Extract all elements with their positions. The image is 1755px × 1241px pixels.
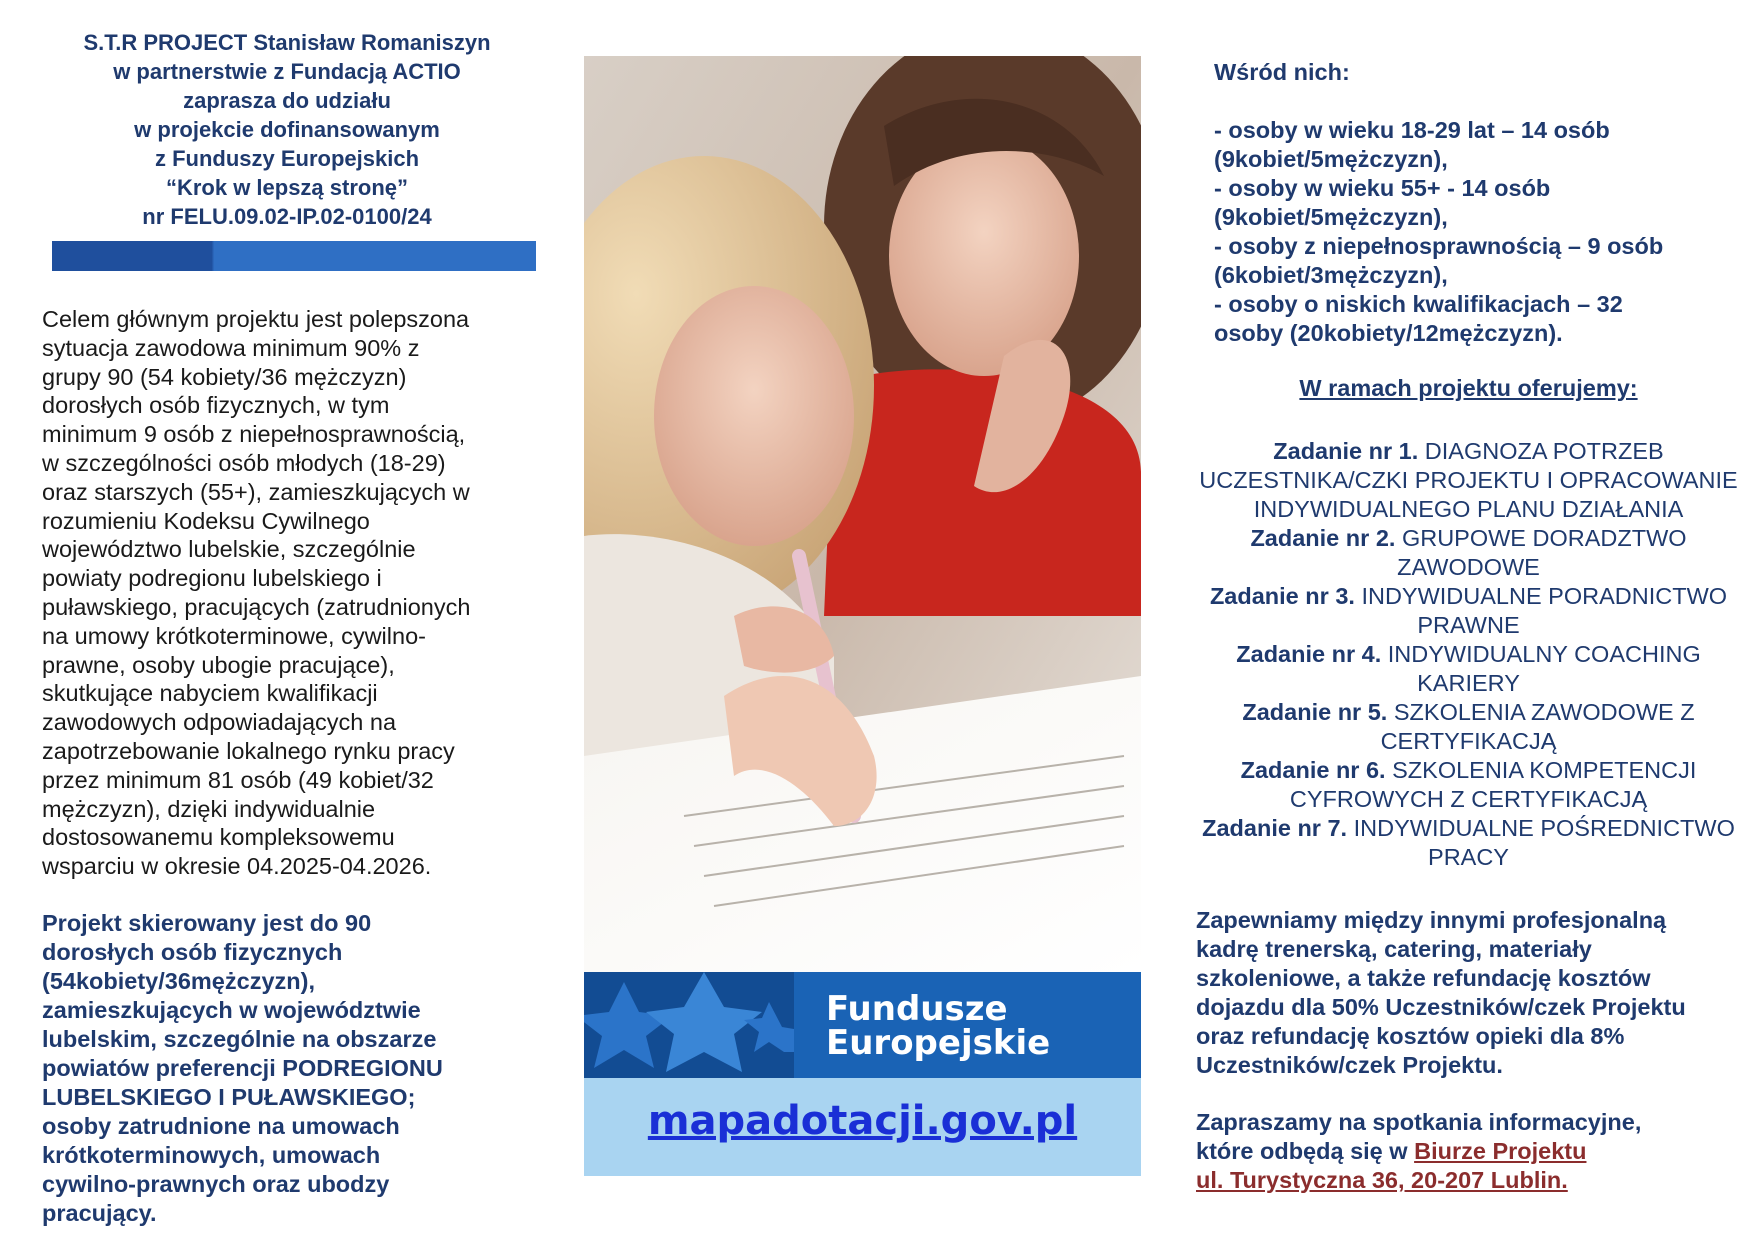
task-item bbox=[1196, 640, 1741, 698]
eu-funds-logo-text bbox=[826, 989, 1051, 1063]
header-divider-bar bbox=[52, 241, 536, 271]
task-description: DIAGNOZA POTRZEB UCZESTNIKA/CZKI PROJEKTU I OPRACOWANIE INDYWIDUALNEGO PLANU DZIAŁANIA bbox=[1199, 438, 1738, 522]
task-item bbox=[1196, 756, 1741, 814]
eu-funds-logo-band bbox=[584, 972, 1141, 1078]
header-line: nr FELU.09.02-IP.02-0100/24 bbox=[142, 204, 432, 229]
project-header bbox=[42, 28, 532, 231]
header-line: z Funduszy Europejskich bbox=[154, 146, 420, 171]
header-line: w partnerstwie z Fundacją ACTIO bbox=[113, 59, 461, 84]
project-goal-text: Celem głównym projektu jest polepszona sytuacja zawodowa minimum 90% z grupy 90 (54 kobiety/36 mężczyzn) dorosłych osób fizycznych, w tym minimum 9 osób z niepełnosprawnością, w szczególności osób młodych (18-29) oraz starszych (55+), zamieszkujących w rozumieniu Kodeksu Cywilnego województwo lubelskie, szczególnie powiaty podregionu lubelskiego i puławskiego, pracujących (zatrudnionych na umowy krótkoterminowe, cywilno- prawne, osoby ubogie pracujące), skutkujące nabyciem kwalifikacji zawodowych odpowiadających na zapotrzebowanie lokalnego rynku pracy przez minimum 81 osób (49 kobiet/32 mężczyzn), dzięki indywidualnie dostosowanemu kompleksowemu wsparciu w okresie 04.2025-04.2026. bbox=[42, 306, 471, 880]
task-description: INDYWIDUALNE POŚREDNICTWO PRACY bbox=[1353, 815, 1735, 870]
task-item bbox=[1196, 437, 1741, 524]
task-number: Zadanie nr 5. bbox=[1242, 699, 1388, 725]
task-description: SZKOLENIA KOMPETENCJI CYFROWYCH Z CERTYFIKACJĄ bbox=[1289, 757, 1697, 812]
task-item bbox=[1196, 582, 1741, 640]
task-list bbox=[1196, 437, 1741, 872]
task-number: Zadanie nr 1. bbox=[1273, 438, 1419, 464]
office-address-link[interactable]: ul. Turystyczna 36, 20-207 Lublin. bbox=[1196, 1167, 1568, 1193]
provide-text: Zapewniamy między innymi profesjonalną kadrę trenerską, catering, materiały szkoleniowe, a także refundację kosztów dojazdu dla 50% Uczestników/czek Projektu oraz refundację kosztów opieki dla 8% Uczestników/czek Projektu. bbox=[1196, 907, 1686, 1078]
among-heading: Wśród nich: bbox=[1214, 59, 1350, 85]
among-list: - osoby w wieku 18-29 lat – 14 osób (9kobiet/5mężczyzn), - osoby w wieku 55+ - 14 osób (9kobiet/5mężczyzn), - osoby z niepełnosprawnością – 9 osób (6kobiet/3mężczyzn), - osoby o niskich kwalifikacjach – 32 osoby (20kobiety/12mężczyzn). bbox=[1214, 117, 1664, 346]
header-line: w projekcie dofinansowanym bbox=[134, 117, 440, 142]
office-name-link[interactable]: Biurze Projektu bbox=[1414, 1138, 1587, 1164]
logo-line: Europejskie bbox=[826, 1023, 1051, 1063]
mapadotacji-link[interactable]: mapadotacji.gov.pl bbox=[647, 1098, 1078, 1144]
task-number: Zadanie nr 4. bbox=[1236, 641, 1382, 667]
center-column bbox=[584, 56, 1141, 1176]
invite-line bbox=[1196, 1137, 1741, 1166]
invite-line: Zapraszamy na spotkania informacyjne, bbox=[1196, 1109, 1642, 1135]
task-description: INDYWIDUALNE PORADNICTWO PRAWNE bbox=[1361, 583, 1728, 638]
logo-line: Fundusze bbox=[826, 989, 1008, 1029]
header-line: “Krok w lepszą stronę” bbox=[165, 175, 409, 200]
left-column bbox=[42, 28, 542, 1228]
task-item bbox=[1196, 698, 1741, 756]
photo-two-women-studying bbox=[584, 56, 1141, 972]
target-group-text: Projekt skierowany jest do 90 dorosłych osób fizycznych (54kobiety/36mężczyzn), zamieszkujących w województwie lubelskim, szczególnie na obszarze powiatów preferencji PODREGIONU LUBELSKIEGO I PUŁAWSKIEGO; osoby zatrudnione na umowach krótkoterminowych, umowach cywilno-prawnych oraz ubodzy pracujący. bbox=[42, 909, 443, 1226]
task-number: Zadanie nr 2. bbox=[1250, 525, 1396, 551]
task-number: Zadanie nr 6. bbox=[1240, 757, 1386, 783]
task-description: INDYWIDUALNY COACHING KARIERY bbox=[1387, 641, 1701, 696]
right-column bbox=[1196, 58, 1741, 1195]
offer-title: W ramach projektu oferujemy: bbox=[1299, 375, 1638, 401]
link-band bbox=[584, 1078, 1141, 1176]
invite-text bbox=[1196, 1108, 1741, 1195]
header-line: S.T.R PROJECT Stanisław Romaniszyn bbox=[83, 30, 491, 55]
task-item bbox=[1196, 524, 1741, 582]
task-description: GRUPOWE DORADZTWO ZAWODOWE bbox=[1397, 525, 1687, 580]
eu-stars-icon bbox=[584, 972, 794, 1078]
task-number: Zadanie nr 7. bbox=[1202, 815, 1348, 841]
task-description: SZKOLENIA ZAWODOWE Z CERTYFIKACJĄ bbox=[1380, 699, 1695, 754]
header-line: zaprasza do udziału bbox=[183, 88, 391, 113]
task-number: Zadanie nr 3. bbox=[1209, 583, 1355, 609]
task-item bbox=[1196, 814, 1741, 872]
invite-line-start: które odbędą się w bbox=[1196, 1138, 1415, 1164]
